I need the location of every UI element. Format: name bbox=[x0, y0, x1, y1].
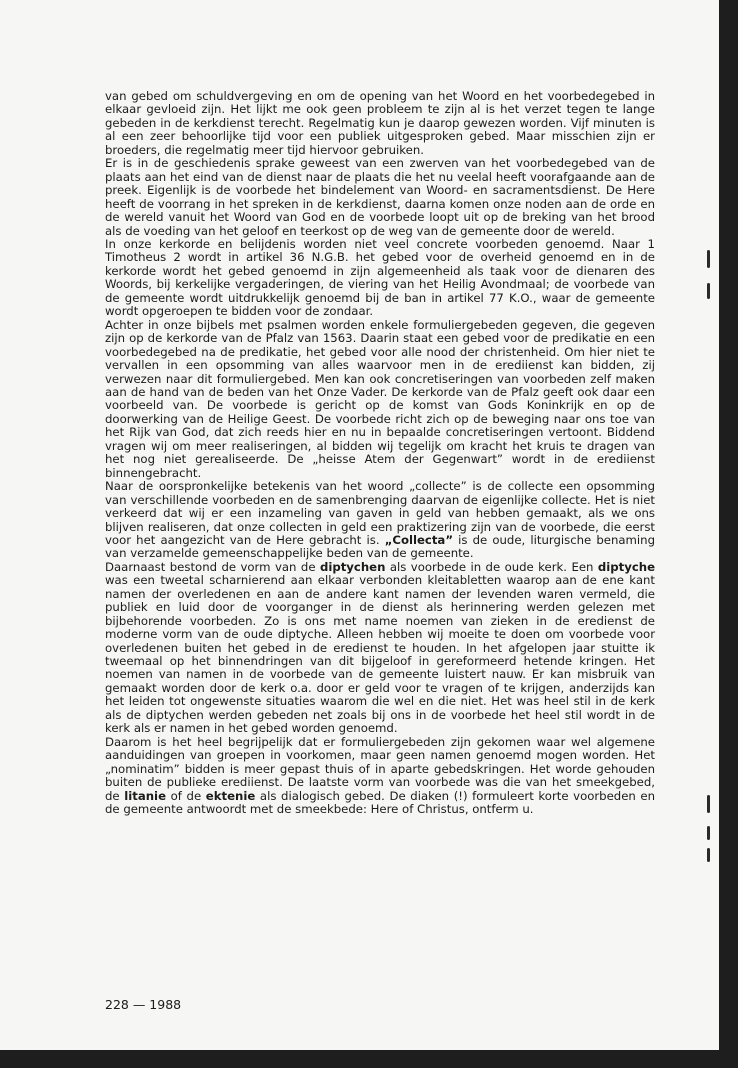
paragraph-3: In onze kerkorde en belijdenis worden niet veel concrete voorbeden genoemd. Naar 1 Timotheus 2 wordt in artikel 36 N.G.B. het gebed voor de overheid genoemd en in de kerkorde wordt het gebed genoemd in zijn algemeenheid als taak voor de dienaren des Woords, bij kerkelijke vergaderingen, de viering van het Heilig Avondmaal; de voorbede van de gemeente wordt uitdrukkelijk genoemd bij de ban in artikel 77 K.O., waar de gemeente wordt opgeroepen te bidden voor de zondaar. bbox=[105, 236, 655, 319]
paragraph-2: Er is in de geschiedenis sprake geweest van een zwerven van het voorbedegebed van de plaats aan het eind van de dienst naar de plaats die het nu veelal heeft voorafgaande aan de preek. Eigenlijk is de voorbede het bindelement van Woord- en sacramentsdienst. De Here heeft de voorrang in het spreken in de kerkdienst, daarna komen onze noden aan de orde en de wereld vanuit het Woord van God en de voorbede loopt uit op de breking van het brood als de voeding van het geloof en teerkost op de weg van de gemeente door de wereld. bbox=[105, 156, 655, 238]
margin-mark bbox=[707, 795, 710, 813]
margin-mark bbox=[707, 848, 710, 862]
paragraph-7-mid: of de bbox=[170, 788, 202, 803]
term-diptychen: diptychen bbox=[319, 559, 386, 574]
margin-mark bbox=[707, 250, 710, 268]
scan-edge-bottom bbox=[0, 1050, 738, 1068]
article-body bbox=[105, 90, 655, 816]
scan-edge-right bbox=[719, 0, 738, 1068]
paragraph-6-mid: als voorbede in de oude kerk. Een bbox=[389, 559, 594, 574]
margin-mark bbox=[707, 283, 710, 299]
paragraph-6 bbox=[105, 561, 655, 736]
term-ektenie: ektenie bbox=[205, 788, 256, 803]
paragraph-6-lead: Daarnaast bestond de vorm van de bbox=[105, 559, 316, 574]
paragraph-5-text: Naar de oorspronkelijke betekenis van het woord „collecte” is de collecte een opsomming van verschillende voorbeden en de samenbrenging daarvan de eigenlijke collecte. Het is niet verkeerd dat wij er een inzameling van gaven in geld van hebben gemaakt, als we ons blijven realiseren, dat onze collecten in geld een praktizering zijn van de voorbede, die eerst voor het aangezicht van de Here gebracht is. bbox=[105, 479, 655, 547]
paragraph-6-rest: was een tweetal scharnierend aan elkaar verbonden kleitabletten waarop aan de ene kant namen der overledenen en aan de andere kant namen der levenden waren vermeld, die publiek en luid door de voorganger in de dienst als herinnering werden gelezen met bijbehorende voorbeden. Zo is ons met name noemen van zieken in de eredienst de moderne vorm van de oude diptyche. Alleen hebben wij moeite te doen om voorbede voor overledenen buiten het gebed in de eredienst te houden. In het afgelopen jaar stuitte ik tweemaal op het binnendringen van dit bijgeloof in gereformeerd hetende kringen. Het noemen van namen in de voorbede van de gemeente luistert nauw. Er kan misbruik van gemaakt worden door de kerk o.a. door er geld voor te vragen of te krijgen, anderzijds kan het leiden tot ongewenste situaties waarom die wel en die niet. Het was heel stil in de kerk als de diptychen werden gebeden net zoals bij ons in de voorbede het heel stil wordt in de kerk als er namen in het gebed worden genoemd. bbox=[105, 573, 655, 736]
term-litanie: litanie bbox=[124, 788, 166, 803]
paragraph-7-lead: Daarom is het heel begrijpelijk dat er formuliergebeden zijn gekomen waar wel algemene aanduidingen van groepen in voorkomen, maar geen namen genoemd mogen worden. Het „nominatim” bidden is meer gepast thuis of in aparte gebedskringen. Het worde gehouden buiten de publieke erediienst. De laatste vorm van voorbede was die van het smeekgebed, de bbox=[105, 734, 655, 803]
page-footer: 228 — 1988 bbox=[105, 997, 182, 1012]
paragraph-7-rest: als dialogisch gebed. De diaken (!) formuleert korte voorbeden en de gemeente antwoordt met de smeekbede: Here of Christus, ontferm u. bbox=[105, 788, 656, 817]
term-diptyche: diptyche bbox=[597, 559, 655, 574]
paragraph-4: Achter in onze bijbels met psalmen worden enkele formuliergebeden gegeven, die gegeven zijn op de kerkorde van de Pfalz van 1563. Daarin staat een gebed voor de predikatie en een voorbedegebed na de predikatie, het gebed voor alle nood der christenheid. Om hier niet te vervallen in een opsomming van alles waarvoor men in de erediienst kan bidden, zij verwezen naar dit formuliergebed. Men kan ook concretiseringen van voorbeden zelf maken aan de hand van de beden van het Onze Vader. De kerkorde van de Pfalz geeft ook daar een voorbeeld van. De voorbede is gericht op de komst van Gods Koninkrijk en op de doorwerking van de Heilige Geest. De voorbede richt zich op de beweging naar ons toe van het Rijk van God, dat zich reeds hier en nu in bepaalde concretiseringen vertoont. Biddend vragen wij om meer realiseringen, al bidden wij tegelijk om kracht het kruis te dragen van het nog niet gerealiseerde. De „heisse Atem der Gegenwart” wordt in de erediienst binnengebracht. bbox=[105, 317, 655, 480]
term-collecta: „Collecta” bbox=[384, 532, 453, 547]
term-collecta-rest: is de oude, bbox=[453, 532, 526, 547]
paragraph-5-tail: liturgische benaming van verzamelde gemeenschappelijke beden van de gemeente. bbox=[105, 532, 656, 561]
margin-mark bbox=[707, 826, 710, 840]
paragraph-5 bbox=[105, 480, 655, 561]
paragraph-1: van gebed om schuldvergeving en om de opening van het Woord en het voorbedegebed in elkaar gevloeid zijn. Het lijkt me ook geen probleem te zijn al is het verzet tegen te lange gebeden in de kerkdienst terecht. Regelmatig kun je daarop gewezen worden. Vijf minuten is al een zeer behoorlijke tijd voor een publiek uitgesproken gebed. Maar misschien zijn er broeders, die regelmatig meer tijd hiervoor gebruiken. bbox=[105, 89, 655, 157]
paragraph-7 bbox=[105, 736, 655, 817]
